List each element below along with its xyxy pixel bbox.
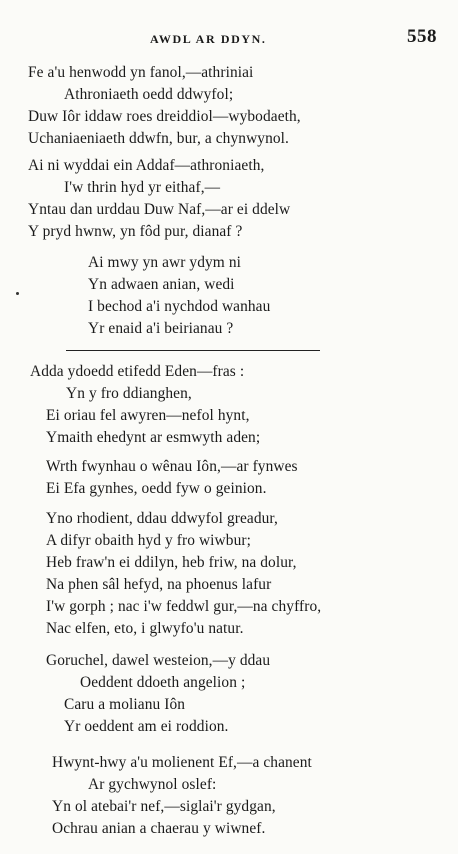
verse-line: Uchaniaeniaeth ddwfn, bur, a chynwynol. [28, 130, 289, 147]
verse-line: Ei Efa gynhes, oedd fyw o geinion. [46, 480, 267, 497]
verse-line: Ar gychwynol oslef: [88, 776, 217, 793]
verse-line: Yr enaid a'i beirianau ? [88, 320, 234, 337]
verse-line: Ei oriau fel awyren—nefol hynt, [46, 407, 250, 424]
verse-line: A difyr obaith hyd y fro wiwbur; [46, 532, 251, 549]
verse-line: Athroniaeth oedd ddwyfol; [64, 86, 234, 103]
verse-line: Wrth fwynhau o wênau Iôn,—ar fynwes [46, 458, 298, 475]
verse-line: Adda ydoedd etifedd Eden—fras : [30, 363, 245, 380]
print-speck [16, 292, 19, 295]
verse-line: Ymaith ehedynt ar esmwyth aden; [46, 429, 261, 446]
verse-line: Oeddent ddoeth angelion ; [80, 674, 246, 691]
verse-line: Yr oeddent am ei roddion. [64, 718, 229, 735]
running-title: AWDL AR DDYN. [150, 32, 267, 46]
verse-line: I'w thrin hyd yr eithaf,— [64, 179, 221, 196]
verse-line: Yn adwaen anian, wedi [88, 276, 235, 293]
page-number: 558 [407, 26, 437, 47]
verse-line: Goruchel, dawel westeion,—y ddau [46, 652, 271, 669]
verse-line: Yn y fro ddianghen, [66, 385, 192, 402]
verse-line: Yntau dan urddau Duw Naf,—ar ei ddelw [28, 201, 291, 218]
section-divider [66, 350, 320, 351]
verse-line: Na phen sâl hefyd, na phoenus lafur [46, 576, 272, 593]
verse-line: I bechod a'i nychdod wanhau [88, 298, 271, 315]
verse-line: Duw Iôr iddaw roes dreiddiol—wybodaeth, [28, 108, 301, 125]
verse-line: Ai mwy yn awr ydym ni [88, 254, 242, 271]
verse-line: Fe a'u henwodd yn fanol,—athriniai [28, 64, 254, 81]
verse-line: Yno rhodient, ddau ddwyfol greadur, [46, 510, 278, 527]
verse-line: Ai ni wyddai ein Addaf—athroniaeth, [28, 157, 265, 174]
verse-line: I'w gorph ; nac i'w feddwl gur,—na chyffro, [46, 598, 322, 615]
verse-line: Y pryd hwnw, yn fôd pur, dianaf ? [28, 223, 243, 240]
verse-line: Hwynt-hwy a'u molienent Ef,—a chanent [52, 754, 312, 771]
verse-line: Caru a molianu Iôn [64, 696, 186, 713]
verse-line: Yn ol atebai'r nef,—siglai'r gydgan, [52, 798, 276, 815]
verse-line: Nac elfen, eto, i glwyfo'u natur. [46, 620, 244, 637]
verse-line: Ochrau anian a chaerau y wiwnef. [52, 820, 266, 837]
running-head [0, 26, 458, 50]
verse-line: Heb fraw'n ei ddilyn, heb friw, na dolur, [46, 554, 297, 571]
